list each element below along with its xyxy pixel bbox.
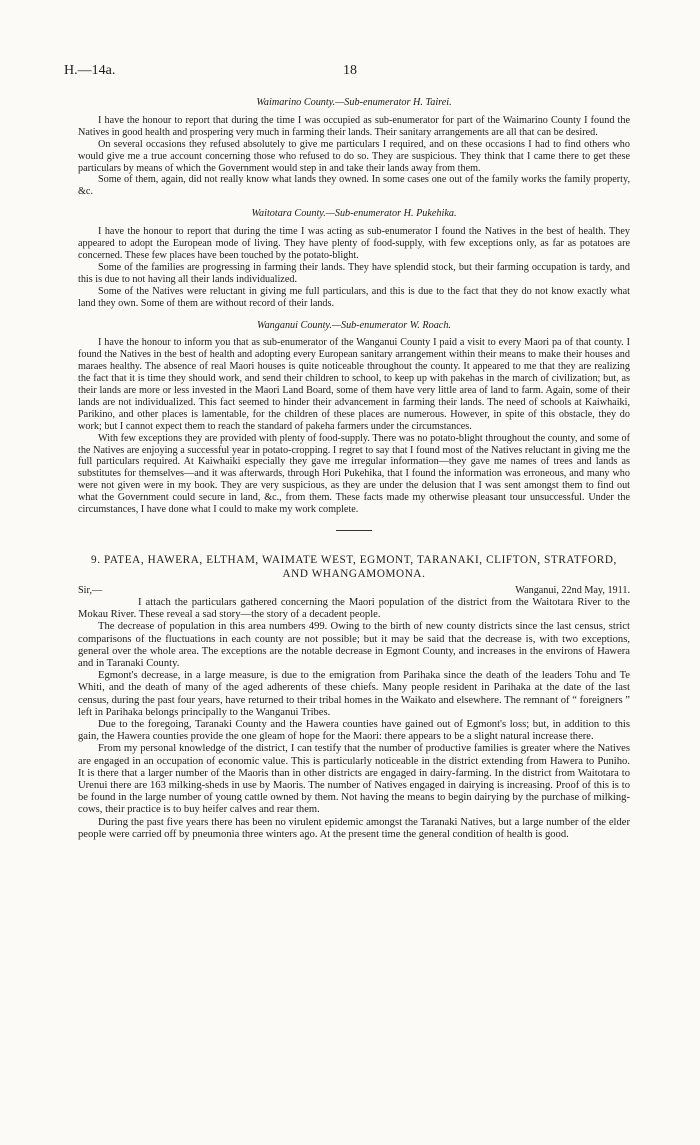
paragraph: On several occasions they refused absolutely to give me particulars I required, and on these occasions I had to find others who would give me a true account concerning those who refused to do so. They are suspicious. They think that I came there to get these particulars by means of which the Government would step in and take their lands away from them. bbox=[78, 138, 630, 174]
paragraph: Due to the foregoing, Taranaki County and the Hawera counties have gained out of Egmont's loss; but, in addition to this gain, the Hawera counties provide the one gleam of hope for the Maori: there appears to be a slight natural increase there. bbox=[78, 719, 630, 743]
paragraph: With few exceptions they are provided with plenty of food-supply. There was no potato-blight throughout the county, and some of the Natives are enjoying a successful year in potato-cropping. I regret to say that I found most of the Natives reluctant in giving me the full particulars required. At Kaiwhaiki especially they gave me irregular information—they gave me names of trees and lands as substitutes for themselves—and it was afterwards, through Hori Pukehika, that I found the information was erroneous, and many who were not given were in my book. They are very suspicious, as they are under the delusion that I was sent amongst them to find out what the Government could secure in land, &c., from them. These facts made my otherwise pleasant tour unsuccessful. Under the circumstances, I have done what I could to make my work complete. bbox=[78, 432, 630, 516]
section-title: Waimarino County.—Sub-enumerator H. Tairei. bbox=[256, 97, 452, 108]
report-section-wanganui bbox=[78, 320, 630, 517]
section-title: Wanganui County.—Sub-enumerator W. Roach. bbox=[257, 319, 451, 331]
page-number: 18 bbox=[343, 63, 357, 78]
page-body bbox=[78, 97, 630, 841]
paragraph: I have the honour to report that during the time I was acting as sub-enumerator I found the Natives in the best of health. They appeared to adopt the European mode of living. They have plenty of food-supply, with few exceptions only, as far as potatoes are concerned. These few places have been touched by the potato-blight. bbox=[78, 226, 630, 261]
report-section-waitotara bbox=[78, 208, 630, 309]
report-section-9-body bbox=[78, 597, 630, 841]
paragraph: I have the honour to report that during the time I was occupied as sub-enumerator for part of the Waimarino County I found the Natives in good health and prospering very much in farming their lands. Their sanitary arrangements are all that can be desired. bbox=[78, 114, 630, 138]
salutation: Sir,— bbox=[78, 585, 103, 596]
paragraph: Some of the Natives were reluctant in giving me full particulars, and this is due to the fact that they do not know exactly what land they own. Some of them are without record of their lands. bbox=[78, 285, 630, 309]
paragraph: From my personal knowledge of the district, I can testify that the number of productive families is greater where the Natives are engaged in an occupation of economic value. This is particularly noticeable in the district extending from Hawera to Puniho. It is there that a larger number of the Maoris than in other districts are engaged in dairy-farming. In the district from Waitotara to Urenui there are 163 milking-sheds in use by Maoris. The number of Natives engaged in dairying is increasing. Proof of this is to be found in the large number of young cattle owned by them. Not having the means to begin dairying by the purchase of milking-cows, their practice is to buy heifer calves and rear them. bbox=[78, 743, 630, 816]
section-title: Waitotara County.—Sub-enumerator H. Pukehika. bbox=[251, 208, 457, 220]
page-header bbox=[64, 63, 636, 83]
paragraph: I attach the particulars gathered concerning the Maori population of the district from the Waitotara River to the Mokau River. These reveal a sad story—the story of a decadent people. bbox=[78, 597, 630, 621]
report-section-waimarino bbox=[78, 97, 630, 198]
paragraph: Some of the families are progressing in farming their lands. They have splendid stock, but their farming occupation is tardy, and this is due to not having all their lands individualized. bbox=[78, 261, 630, 285]
document-reference: H.—14a. bbox=[64, 63, 116, 78]
section-divider bbox=[336, 530, 372, 531]
paragraph: The decrease of population in this area numbers 499. Owing to the birth of new county districts since the last census, strict comparisons of the fluctuations in each county are not possible; but it may be said that the decrease is, with two exceptions, general over the whole area. The exceptions are the notable decrease in Egmont County, and increases in the environs of Hawera and in Taranaki County. bbox=[78, 621, 630, 670]
paragraph: I have the honour to inform you that as sub-enumerator of the Wanganui County I paid a visit to every Maori pa of that county. I found the Natives in the best of health and adopting every European sanitary arrangement within their means to make their houses and maraes healthy. The absence of real Maori houses is quite noticeable throughout the county. It appeared to me that they are realizing the fact that it is time they should work, and send their children to school, to keep up with pakehas in the march of civilization; but, as their lands are more or less invested in the Maori Land Board, some of them have very little area of land to farm. Again, some of their lands are not individualized. This fact seemed to hinder their advancement in farming their lands. The need of schools at Kaiwhaiki, Parikino, and other places is lamentable, for the children of these places are numerous. However, in spite of this obstacle, they do work; but I cannot expect them to reach the standard of pakeha farmers under the circumstances. bbox=[78, 337, 630, 432]
paragraph: Some of them, again, did not really know what lands they owned. In some cases one out of the family works the family property, &c. bbox=[78, 174, 630, 198]
paragraph: During the past five years there has been no virulent epidemic amongst the Taranaki Natives, but a large number of the elder people were carried off by pneumonia three winters ago. At the present time the general condition of health is good. bbox=[78, 816, 630, 840]
salutation-line bbox=[78, 585, 630, 597]
section-9-heading: 9. PATEA, HAWERA, ELTHAM, WAIMATE WEST, EGMONT, TARANAKI, CLIFTON, STRATFORD, AND WHANGAMOMONA. bbox=[91, 554, 617, 580]
place-date: Wanganui, 22nd May, 1911. bbox=[515, 585, 630, 596]
paragraph: Egmont's decrease, in a large measure, is due to the emigration from Parihaka since the death of the leaders Tohu and Te Whiti, and the death of many of the aged adherents of these chiefs. Many people resident in Parihaka at the date of the last census, during the past four years, have returned to their tribal homes in the Waikato and elsewhere. The remnant of “ foreigners ” left in Parihaka belongs principally to the Wanganui Tribes. bbox=[78, 670, 630, 718]
